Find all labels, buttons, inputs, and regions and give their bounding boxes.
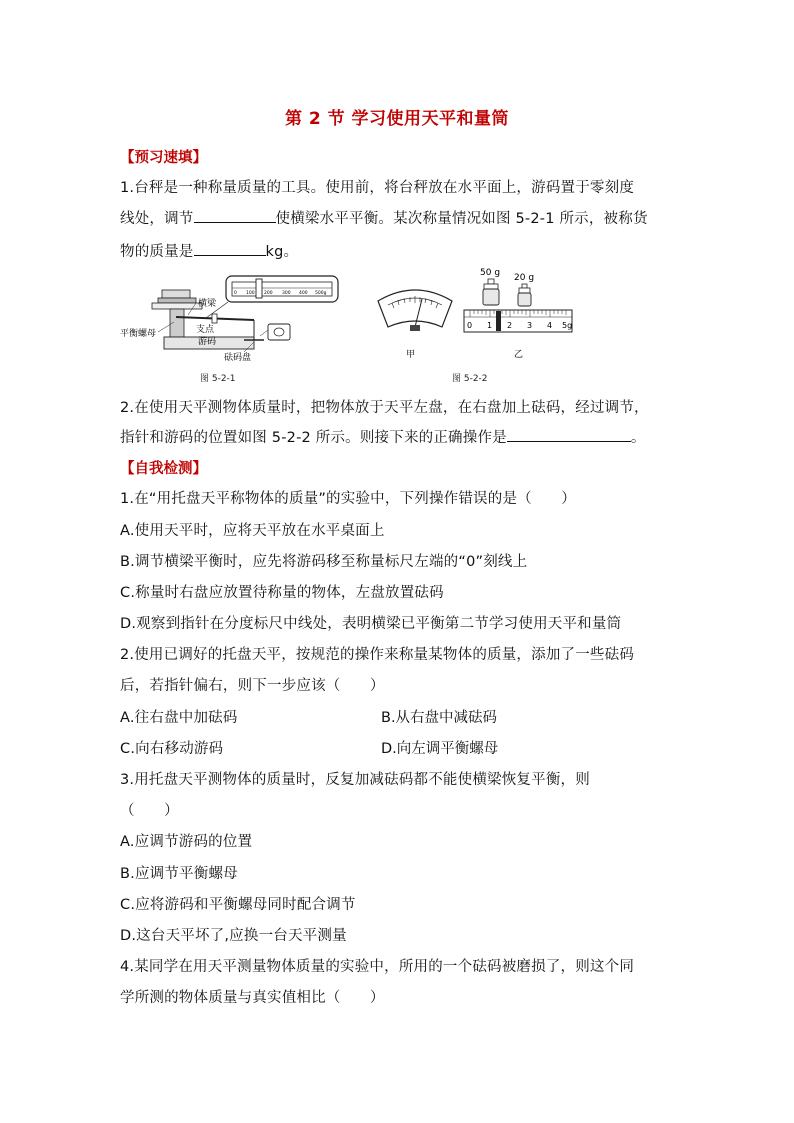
preview-q1-line3 (120, 240, 298, 261)
preview-q1-line2 (120, 207, 648, 228)
scale-tick-3: 300 (282, 291, 291, 296)
selfcheck-q1-option-b[interactable]: B.调节横梁平衡时，应先将游码移至称量标尺左端的“0”刻线上 (120, 554, 528, 570)
selfcheck-q2-option-d[interactable]: D.向左调平衡螺母 (381, 741, 499, 757)
preview-q1-text-c: 物的质量是 (120, 244, 194, 260)
selfcheck-q3-option-a[interactable]: A.应调节游码的位置 (120, 834, 253, 850)
preview-q1-text-b: 使横梁水平平衡。某次称量情况如图 5-2-1 所示，被称货 (275, 211, 648, 227)
ruler-tick-0: 0 (467, 321, 473, 330)
selfcheck-q3-line2: （ ） (120, 803, 179, 819)
label-weight-pan: 砝码盘 (224, 353, 252, 363)
selfcheck-q2-option-b[interactable]: B.从右盘中减砝码 (381, 710, 498, 726)
ruler-tick-4: 4 (547, 321, 553, 330)
selfcheck-q4-line2: 学所测的物体质量与真实值相比（ ） (120, 990, 385, 1006)
section-selfcheck-heading: 【自我检测】 (120, 461, 207, 477)
selfcheck-q3-option-b[interactable]: B.应调节平衡螺母 (120, 866, 238, 882)
selfcheck-q1: 1.在“用托盘天平称物体的质量”的实验中，下列操作错误的是（ ） (120, 491, 576, 507)
preview-q2-line1: 2.在使用天平测物体质量时，把物体放于天平左盘，在右盘加上砝码，经过调节， (120, 400, 649, 416)
preview-q2-text-b: 。 (630, 430, 646, 446)
page-title: 第 2 节 学习使用天平和量筒 (284, 109, 510, 129)
section-preview-heading: 【预习速填】 (120, 150, 207, 166)
preview-q2-line2 (120, 426, 646, 447)
preview-q1-line1: 1.台秤是一种称量质量的工具。使用前，将台秤放在水平面上，游码置于零刻度 (120, 180, 635, 196)
selfcheck-q3-option-c[interactable]: C.应将游码和平衡螺母同时配合调节 (120, 897, 356, 913)
selfcheck-q2-option-c[interactable]: C.向右移动游码 (120, 741, 224, 757)
selfcheck-q3-option-d[interactable]: D.这台天平坏了,应换一台天平测量 (120, 928, 347, 944)
preview-q2-text-a: 指针和游码的位置如图 5-2-2 所示。则接下来的正确操作是 (120, 430, 507, 446)
scale-tick-0: 0 (234, 291, 237, 296)
selfcheck-q4-line1: 4.某同学在用天平测量物体质量的实验中，所用的一个砝码被磨损了，则这个同 (120, 959, 635, 975)
ruler-tick-3: 3 (527, 321, 533, 330)
weight-20g-label: 20 g (514, 273, 535, 283)
pointer-dial (378, 290, 452, 331)
selfcheck-q1-option-a[interactable]: A.使用天平时，应将天平放在水平桌面上 (120, 523, 385, 539)
scale-tick-2: 200 (264, 291, 273, 296)
figure-5-2-1 (118, 270, 343, 366)
label-jia: 甲 (406, 350, 416, 360)
label-pivot: 支点 (196, 325, 215, 335)
selfcheck-q1-option-d[interactable]: D.观察到指针在分度标尺中线处，表明横梁已平衡第二节学习使用天平和量筒 (120, 616, 622, 632)
label-balance-nut: 平衡螺母 (120, 329, 157, 339)
answer-blank-1[interactable] (194, 208, 276, 223)
scale-tick-1: 100 (246, 291, 255, 296)
selfcheck-q1-option-c[interactable]: C.称量时右盘应放置待称量的物体，左盘放置砝码 (120, 585, 444, 601)
selfcheck-q2-line2: 后，若指针偏右，则下一步应该（ ） (120, 678, 385, 694)
scale-tick-4: 400 (299, 291, 308, 296)
answer-blank-3[interactable] (507, 427, 631, 442)
selfcheck-q3-line1: 3.用托盘天平测物体的质量时，反复加减砝码都不能使横梁恢复平衡，则 (120, 772, 590, 788)
scale-tick-labels (234, 290, 327, 296)
selfcheck-q2-option-a[interactable]: A.往右盘中加砝码 (120, 710, 238, 726)
figure-5-2-2 (370, 265, 580, 365)
preview-q1-text-d: kg。 (265, 244, 299, 260)
answer-blank-2[interactable] (194, 241, 266, 256)
ruler-tick-2: 2 (507, 321, 513, 330)
label-yi: 乙 (514, 350, 524, 360)
figure-5-2-2-caption: 图 5-2-2 (452, 374, 488, 384)
ruler-tick-5: 5g (562, 321, 573, 330)
label-beam: 横梁 (198, 299, 217, 309)
figure-5-2-1-caption: 图 5-2-1 (200, 374, 236, 384)
weight-50g-label: 50 g (480, 268, 501, 278)
scale-tick-5: 500g (315, 291, 327, 296)
selfcheck-q2-line1: 2.使用已调好的托盘天平，按规范的操作来称量某物体的质量，添加了一些砝码 (120, 647, 635, 663)
label-slider: 游码 (198, 337, 217, 347)
preview-q1-text-a: 线处，调节 (120, 211, 194, 227)
ruler-tick-1: 1 (487, 321, 493, 330)
